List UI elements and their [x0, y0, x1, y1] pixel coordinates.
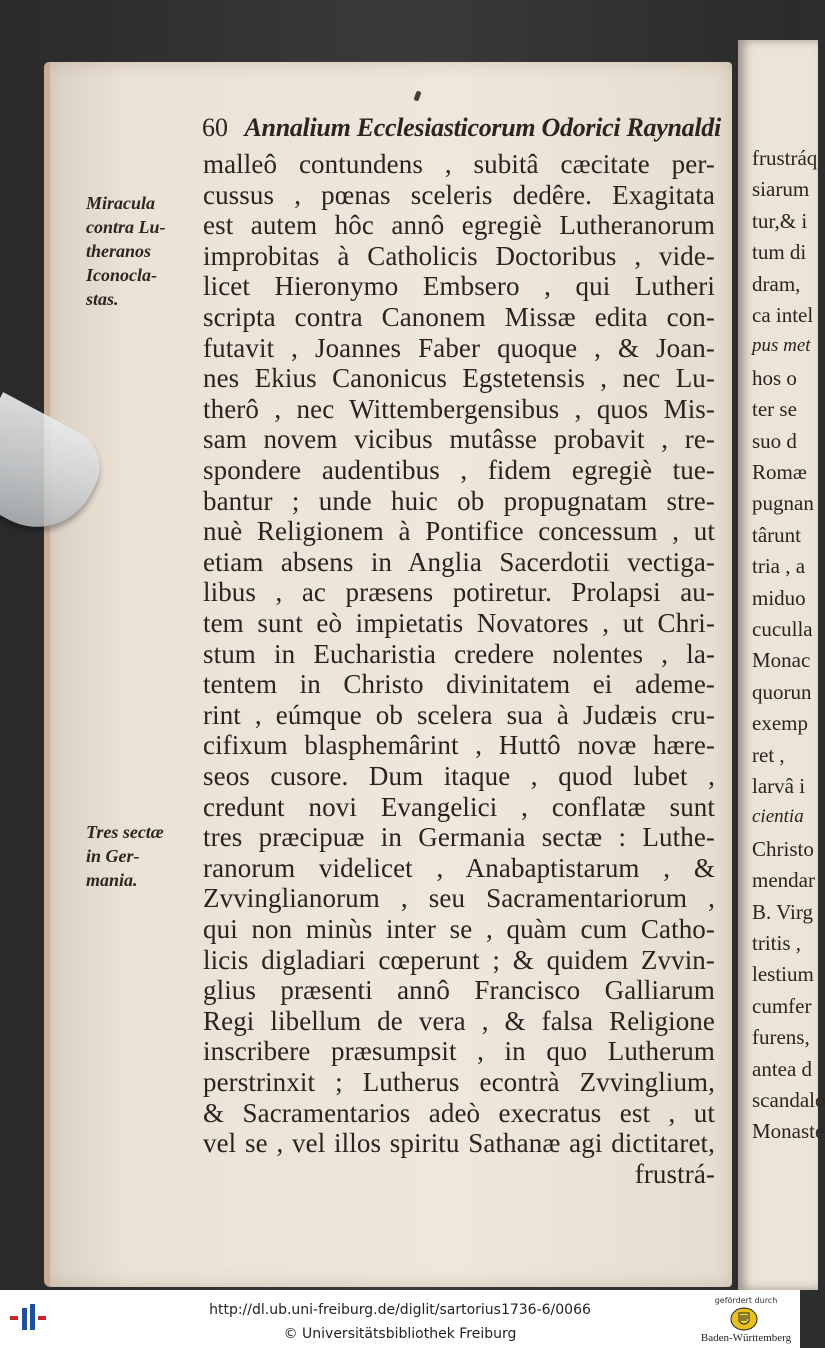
page-edge [44, 62, 50, 1287]
facing-text-line: cientia [752, 806, 804, 828]
text-line: tentem in Christo divinitatem ei ademe- [203, 669, 715, 700]
page-number: 60 [202, 113, 228, 142]
text-line: frustrá- [634, 1158, 715, 1189]
text-line: ranorum videlicet , Anabaptistarum , & [203, 852, 715, 883]
facing-text-line: cuculla [752, 617, 813, 641]
text-line: improbitas à Catholicis Doctoribus , vide- [203, 240, 715, 271]
text-line: spondere audentibus , fidem egregiè tue- [203, 455, 715, 485]
facing-text-line: antea d [752, 1056, 813, 1081]
facing-text-line: hos o [752, 365, 797, 390]
facing-text-line: ret , [752, 742, 785, 767]
facing-text-line: frustráq [752, 146, 818, 170]
facing-text-line: quorun [752, 679, 812, 704]
text-line: credunt novi Evangelici , conflatæ sunt [203, 791, 715, 822]
text-line: tres præcipuæ in Germania sectæ : Luthe- [203, 822, 715, 853]
facing-text-line: Christo [752, 836, 814, 861]
text-line: perstrinxit ; Lutherus econtrà Zvvinglium, [203, 1067, 715, 1097]
facing-text-line: ter se [752, 397, 797, 422]
facing-text-line: târunt [752, 522, 801, 547]
footer-copyright: © Universitätsbibliothek Freiburg [283, 1326, 517, 1342]
facing-text-line: pus met [752, 335, 811, 357]
text-line: licis digladiari cœperunt ; & quidem Zvvin- [203, 944, 715, 975]
text-line: rint , eúmque ob scelera sua à Judæis cru- [203, 699, 715, 730]
facing-text-line: B. Virg [752, 899, 813, 924]
facing-text-line: Monaste [752, 1119, 825, 1144]
facing-text-line: larvâ i [752, 774, 806, 798]
margin-note-line: Miracula [86, 193, 156, 213]
facing-text-line: tur,& i [752, 208, 808, 233]
margin-note-line: contra Lu- [86, 217, 166, 237]
text-line: est autem hôc annô egregiè Lutheranorum [203, 210, 715, 241]
text-line: Zvvinglianorum , seu Sacramentariorum , [203, 883, 715, 914]
text-line: inscribere præsumpsit , in quo Lutherum [203, 1036, 715, 1067]
text-line: nes Ekius Canonicus Egstetensis , nec Lu- [203, 363, 715, 394]
text-line: stum in Eucharistia credere nolentes , la- [203, 638, 715, 669]
margin-note-line: Tres sectæ [86, 822, 164, 842]
text-line: licet Hieronymo Embsero , qui Lutheri [203, 271, 715, 302]
text-line: glius præsenti annô Francisco Galliarum [203, 975, 715, 1006]
facing-text-line: siarum [752, 177, 810, 202]
text-line: therô , nec Wittembergensibus , quos Mis- [203, 393, 715, 424]
funding-label: gefördert durch [714, 1296, 778, 1305]
facing-text-line: furens, [752, 1025, 810, 1050]
facing-text-line: exemp [752, 711, 808, 736]
margin-note-line: stas. [86, 289, 119, 309]
margin-note-line: mania. [86, 870, 138, 890]
margin-note [86, 820, 186, 892]
text-line: & Sacramentarios adeò execratus est , ut [203, 1097, 715, 1128]
text-line: libus , ac præsens potiretur. Prolapsi au- [203, 577, 715, 608]
facing-text-line: tritis , [752, 931, 802, 955]
text-line: cussus , pœnas sceleris dedêre. Exagitata [203, 179, 715, 210]
facing-text-line: pugnan [752, 491, 814, 516]
footer-url[interactable]: http://dl.ub.uni-freiburg.de/diglit/sartorius1736-6/0066 [209, 1302, 591, 1318]
facing-text-line: ca intel [752, 303, 814, 327]
margin-note [86, 191, 186, 311]
text-line: seos cusore. Dum itaque , quod lubet , [203, 761, 715, 791]
text-line: futavit , Joannes Faber quoque , & Joan- [203, 332, 715, 363]
facing-text-line: suo d [752, 428, 797, 453]
margin-note-line: Iconocla- [86, 265, 157, 285]
facing-text-line: mendar [752, 868, 815, 893]
text-line: nuè Religionem à Pontifice concessum , ut [203, 516, 715, 547]
running-head-title: Annalium Ecclesiasticorum Odorici Raynaldi [244, 113, 721, 142]
facing-text-line: scandalo [752, 1088, 825, 1112]
facing-text-line: cumfer [752, 993, 812, 1018]
text-line: tem sunt eò impietatis Novatores , ut Chri- [203, 608, 715, 638]
text-line: Regi libellum de vera , & falsa Religione [203, 1005, 715, 1036]
facing-text-line: Romæ [752, 460, 807, 484]
coat-of-arms-icon [730, 1307, 758, 1331]
text-line: sam novem vicibus mutâsse probavit , re- [203, 424, 715, 455]
facing-text-line: tum di [752, 240, 807, 265]
text-line: scripta contra Canonem Missæ edita con- [203, 302, 715, 332]
text-line: bantur ; unde huic ob propugnatam stre- [203, 485, 715, 516]
facing-text-line: miduo [752, 585, 806, 610]
facing-text-line: Monac [752, 648, 811, 673]
text-line: qui non minùs inter se , quàm cum Catho- [203, 914, 715, 944]
text-line: malleô contundens , subitâ cæcitate per- [203, 149, 715, 179]
funding-name: Baden-Württemberg [700, 1332, 792, 1344]
text-line: cifixum blasphemârint , Huttô novæ hære- [203, 730, 715, 761]
facing-text-line: lestium [752, 962, 814, 987]
margin-note-line: theranos [86, 241, 152, 261]
facing-text-line: dram, [752, 271, 801, 296]
facing-text-line: tria , a [752, 554, 806, 579]
margin-note-line: in Ger- [86, 846, 140, 866]
text-line: vel se , vel illos spiritu Sathanæ agi dictitaret, [203, 1128, 715, 1159]
running-head [202, 113, 722, 143]
viewer-footer [0, 1290, 800, 1348]
text-line: etiam absens in Anglia Sacerdotii vectiga- [203, 546, 715, 577]
